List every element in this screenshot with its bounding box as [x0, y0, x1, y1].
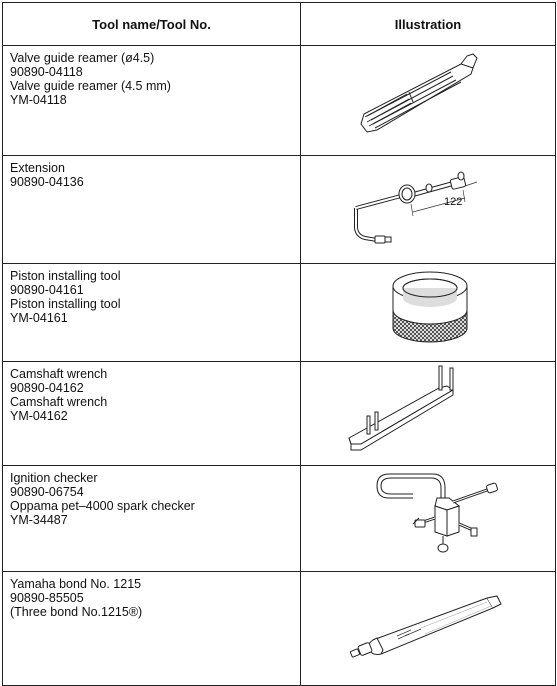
tool-name: Piston installing tool — [10, 269, 121, 283]
tool-name-cell — [3, 264, 301, 362]
illustration-cell — [301, 572, 556, 686]
tool-number: YM-04118 — [10, 93, 67, 107]
tool-number: 90890-85505 — [10, 591, 84, 605]
tool-number: YM-34487 — [10, 513, 68, 527]
table-row — [3, 156, 556, 264]
header-illustration: Illustration — [301, 3, 556, 46]
tool-name-cell — [3, 362, 301, 466]
camshaft-wrench-icon — [301, 362, 555, 460]
tool-number: 90890-04161 — [10, 283, 84, 297]
dimension-label: 122 — [444, 196, 463, 208]
illustration-cell — [301, 156, 556, 264]
tool-number: 90890-04162 — [10, 381, 84, 395]
table-row — [3, 264, 556, 362]
tool-name: Valve guide reamer (ø4.5) — [10, 51, 155, 65]
tool-name: Camshaft wrench — [10, 367, 108, 381]
tool-name: Piston installing tool — [10, 297, 121, 311]
tool-name-cell — [3, 466, 301, 572]
tool-name-cell — [3, 156, 301, 264]
tool-name: Ignition checker — [10, 471, 98, 485]
piston-ring-icon — [301, 264, 555, 356]
spark-checker-icon — [301, 466, 555, 566]
tool-name: Valve guide reamer (4.5 mm) — [10, 79, 171, 93]
illustration-cell — [301, 46, 556, 156]
tool-name: Camshaft wrench — [10, 395, 108, 409]
table-row — [3, 46, 556, 156]
tool-name: Yamaha bond No. 1215 — [10, 577, 142, 591]
tool-name: (Three bond No.1215®) — [10, 605, 143, 619]
tool-number: 90890-06754 — [10, 485, 84, 499]
tool-number: YM-04162 — [10, 409, 68, 423]
tool-number: 90890-04136 — [10, 175, 84, 189]
table-row — [3, 572, 556, 686]
table-header-row — [3, 3, 556, 46]
reamer-icon — [301, 46, 555, 150]
header-tool-name: Tool name/Tool No. — [3, 3, 301, 46]
illustration-cell — [301, 264, 556, 362]
tool-number: YM-04161 — [10, 311, 68, 325]
illustration-cell — [301, 362, 556, 466]
tool-table — [2, 2, 556, 686]
tool-name: Extension — [10, 161, 65, 175]
tool-name-cell — [3, 46, 301, 156]
table-row — [3, 466, 556, 572]
tool-name: Oppama pet–4000 spark checker — [10, 499, 195, 513]
table-row — [3, 362, 556, 466]
illustration-cell — [301, 466, 556, 572]
bond-tube-icon — [301, 572, 555, 680]
tool-number: 90890-04118 — [10, 65, 83, 79]
tool-name-cell — [3, 572, 301, 686]
extension-icon — [301, 156, 555, 258]
